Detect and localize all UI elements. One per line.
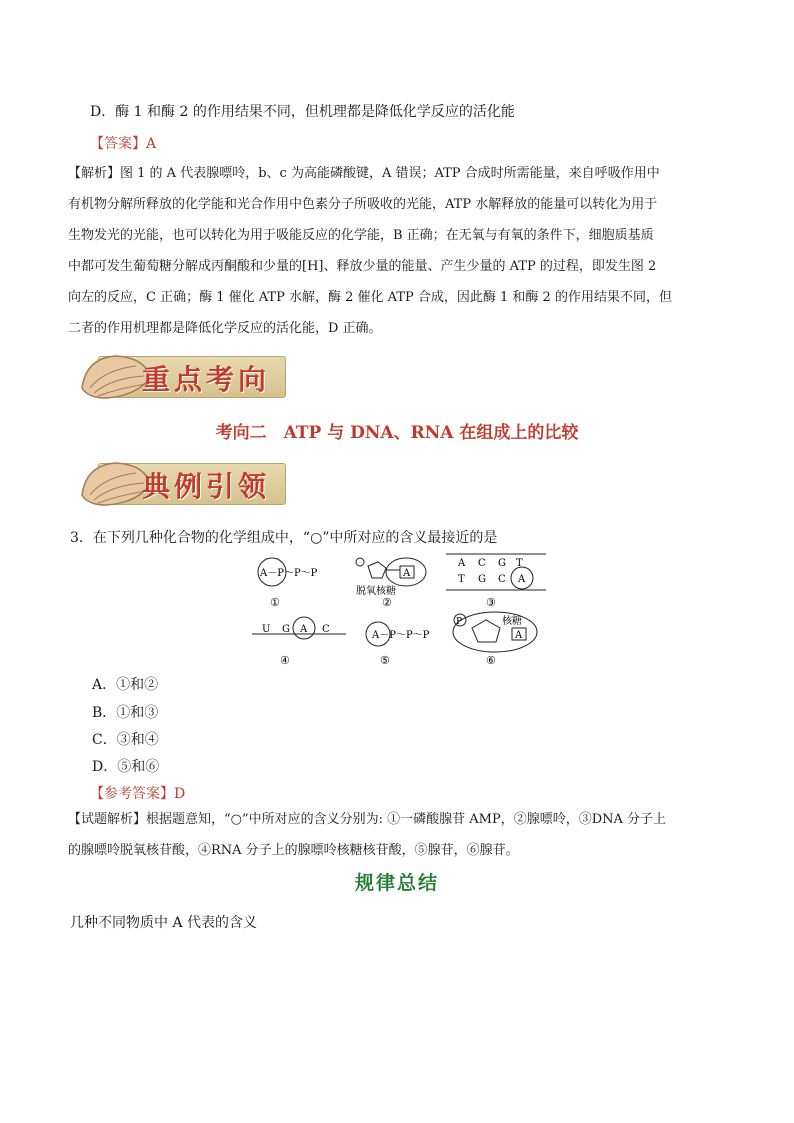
svg-text:G: G: [282, 624, 290, 635]
option-b: B．①和③: [92, 705, 159, 721]
structure-3: [446, 554, 546, 609]
svg-text:A: A: [518, 574, 526, 585]
svg-text:A: A: [300, 624, 308, 635]
banner-title: 重点考向: [142, 363, 271, 396]
answer-label: 【参考答案】: [90, 786, 174, 802]
svg-text:A－P～P～P: A－P～P～P: [260, 568, 318, 579]
structure-5: [366, 622, 430, 667]
explanation-line: 的腺嘌呤脱氧核苷酸，④RNA 分子上的腺嘌呤核糖核苷酸，⑤腺苷，⑥腺苷。: [68, 843, 519, 858]
label-4: ④: [280, 654, 290, 667]
banner-typical-example: [76, 455, 286, 511]
option-d-text: D．酶 1 和酶 2 的作用结果不同，但机理都是降低化学反应的活化能: [90, 104, 515, 120]
question-text: 3．在下列几种化合物的化学组成中，“○”中所对应的含义最接近的是: [70, 530, 498, 546]
explanation-1: [68, 158, 728, 344]
label-2: ②: [382, 596, 392, 609]
answer-2: [90, 783, 185, 803]
structure-6: [453, 612, 537, 667]
svg-text:G: G: [498, 558, 506, 569]
explanation-line: 【试题解析】根据题意知，“○”中所对应的含义分别为: ①一磷酸腺苷 AMP，②腺嘌呤，③DNA 分子上: [68, 812, 667, 827]
summary-text: 几种不同物质中 A 代表的含义: [70, 915, 258, 931]
explanation-line: 向左的反应，C 正确；酶 1 催化 ATP 水解，酶 2 催化 ATP 合成，因此酶 1 和酶 2 的作用结果不同，但: [68, 290, 672, 305]
answer-value: D: [174, 786, 186, 802]
explanation-label: 【解析】: [68, 166, 121, 181]
svg-text:P: P: [456, 617, 463, 627]
banner-title: 典例引领: [142, 470, 271, 503]
explanation-line: 生物发光的光能，也可以转化为用于吸能反应的化学能，B 正确；在无氧与有氧的条件下，细胞质基质: [68, 228, 654, 243]
svg-text:脱氧核糖: 脱氧核糖: [356, 586, 396, 597]
compound-figure: [250, 552, 550, 670]
section-title: 考向二 ATP 与 DNA、RNA 在组成上的比较: [215, 423, 579, 443]
structure-4: [252, 617, 346, 667]
explanation-label: 【试题解析】: [68, 812, 147, 827]
label-5: ⑤: [380, 654, 390, 667]
banner-key-direction: [76, 348, 286, 404]
svg-text:C: C: [322, 624, 330, 635]
option-a: A．①和②: [92, 677, 159, 693]
label-6: ⑥: [486, 654, 496, 667]
option-c: C．③和④: [92, 732, 159, 748]
explanation-line: 有机物分解所释放的化学能和光合作用中色素分子所吸收的光能，ATP 水解释放的能量可以转化为用于: [68, 197, 658, 212]
answer-label: 【答案】: [90, 136, 146, 152]
svg-text:G: G: [478, 574, 486, 585]
svg-text:A: A: [403, 568, 411, 579]
structure-2: [356, 558, 426, 609]
explanation-line: 【解析】图 1 的 A 代表腺嘌呤，b、c 为高能磷酸键，A 错误；ATP 合成时所需能量，来自呼吸作用中: [68, 166, 660, 181]
explanation-line: 中都可发生葡萄糖分解成丙酮酸和少量的[H]、释放少量的能量、产生少量的 ATP 的过程，即发生图 2: [68, 259, 657, 274]
label-3: ③: [486, 596, 496, 609]
answer-1: [90, 133, 156, 153]
svg-text:U: U: [262, 624, 271, 635]
svg-text:A－P～P～P: A－P～P～P: [372, 630, 430, 641]
answer-value: A: [146, 136, 157, 152]
svg-text:核糖: 核糖: [502, 616, 522, 627]
explanation-2: [68, 804, 728, 866]
option-d: D．⑤和⑥: [92, 759, 160, 775]
svg-text:A: A: [515, 630, 523, 641]
summary-title: 规律总结: [354, 872, 439, 894]
svg-text:T: T: [458, 574, 465, 585]
explanation-line: 二者的作用机理都是降低化学反应的活化能，D 正确。: [68, 321, 382, 336]
svg-text:A: A: [458, 558, 466, 569]
label-1: ①: [270, 596, 280, 609]
svg-text:T: T: [516, 558, 523, 569]
svg-text:C: C: [478, 558, 486, 569]
structure-1: [258, 558, 318, 609]
svg-text:C: C: [498, 574, 506, 585]
